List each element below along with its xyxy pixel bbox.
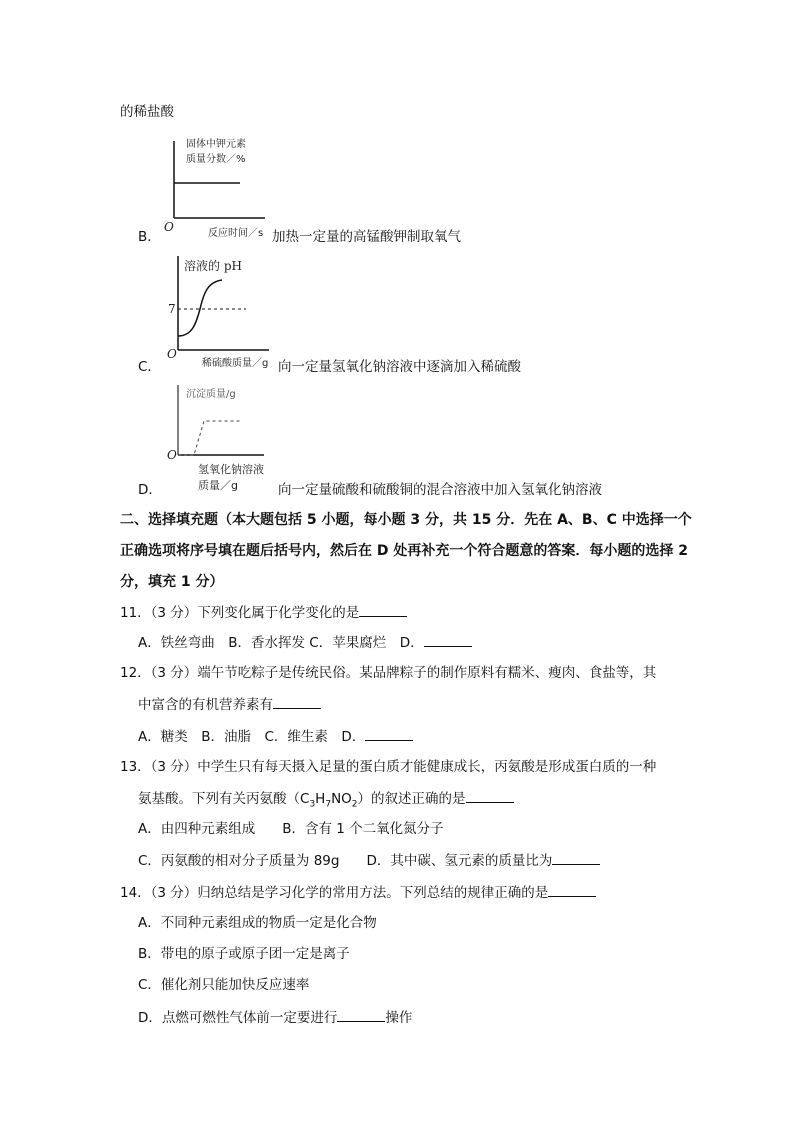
q14-stem: 14．（3 分）归纳总结是学习化学的常用方法。下列总结的规律正确的是 xyxy=(120,883,596,902)
q11-stem: 11．（3 分）下列变化属于化学变化的是 xyxy=(120,603,407,622)
section2-line2: 正确选项将序号填在题后括号内，然后在 D 处再补充一个符合题意的答案．每小题的选择 2 xyxy=(120,543,688,559)
q13-option-a: A．由四种元素组成 B．含有 1 个二氧化氮分子 xyxy=(138,821,444,837)
graph-b xyxy=(160,135,280,240)
q13-option-c: C．丙氨酸的相对分子质量为 89g D．其中碳、氢元素的质量比为 xyxy=(138,851,600,870)
graph-b-origin: O xyxy=(164,220,174,234)
q12-stem-2: 中富含的有机营养素有 xyxy=(138,695,321,714)
graph-c-xlabel: 稀硫酸质量／g xyxy=(202,358,269,369)
graph-c-origin: O xyxy=(167,347,177,361)
graph-d-origin: O xyxy=(167,448,177,462)
q11-answer-blank[interactable] xyxy=(359,603,407,617)
q11-d-blank[interactable] xyxy=(424,633,472,647)
option-d-desc: 向一定量硫酸和硫酸铜的混合溶液中加入氢氧化钠溶液 xyxy=(278,482,602,498)
graph-b-ylabel-2: 质量分数／% xyxy=(186,154,246,165)
q12-options: A．糖类 B．油脂 C．维生素 D． xyxy=(138,727,413,746)
q11-options: A．铁丝弯曲 B．香水挥发 C．苹果腐烂 D． xyxy=(138,633,472,652)
graph-d-xlabel-1: 氢氧化钠溶液 xyxy=(198,463,264,476)
option-c-letter: C． xyxy=(138,359,161,375)
graph-c-tick-7: 7 xyxy=(168,302,176,316)
q13-stem-1: 13．（3 分）中学生只有每天摄入足量的蛋白质才能健康成长，丙氨酸是形成蛋白质的一种 xyxy=(120,759,657,775)
section2-line1: 二、选择填充题（本大题包括 5 小题，每小题 3 分，共 15 分．先在 A、B、C 中选择一个 xyxy=(120,512,692,528)
q14-answer-blank[interactable] xyxy=(548,883,596,897)
q14-option-d: D．点燃可燃性气体前一定要进行 操作 xyxy=(138,1010,413,1026)
q14-option-b: B．带电的原子或原子团一定是离子 xyxy=(138,946,350,962)
graph-c xyxy=(164,254,274,369)
option-d-letter: D． xyxy=(138,482,162,498)
q12-d-blank[interactable] xyxy=(365,727,413,741)
option-b-desc: 加热一定量的高锰酸钾制取氧气 xyxy=(272,229,461,245)
graph-c-curve xyxy=(178,280,222,336)
q14-option-a: A．不同种元素组成的物质一定是化合物 xyxy=(138,915,377,931)
q13-d-blank[interactable] xyxy=(552,851,600,865)
graph-d xyxy=(164,383,284,493)
option-b-letter: B． xyxy=(138,229,161,245)
q12-answer-blank[interactable] xyxy=(273,695,321,709)
q12-stem-1: 12．（3 分）端午节吃粽子是传统民俗。某品牌粽子的制作原料有糯米、瘦肉、食盐等，其 xyxy=(120,665,657,681)
graph-d-xlabel-2: 质量／g xyxy=(198,479,238,492)
q13-stem-2: 氨基酸。下列有关丙氨酸$(C_3H_7NO_2)$的叙述正确的是 xyxy=(138,789,514,814)
graph-c-ylabel: 溶液的 pH xyxy=(184,259,242,273)
graph-d-ylabel: 沉淀质量/g xyxy=(186,389,236,400)
q14-d-blank[interactable] xyxy=(337,1008,385,1022)
section2-line3: 分，填充 1 分） xyxy=(120,574,224,590)
graph-d-curve xyxy=(178,421,242,455)
graph-b-xlabel: 反应时间／s xyxy=(208,228,264,239)
q13-answer-blank[interactable] xyxy=(466,789,514,803)
graph-b-ylabel-1: 固体中钾元素 xyxy=(186,139,246,150)
q14-option-c: C．催化剂只能加快反应速率 xyxy=(138,977,310,993)
option-c-desc: 向一定量氢氧化钠溶液中逐滴加入稀硫酸 xyxy=(278,359,521,375)
top-line: 的稀盐酸 xyxy=(120,104,174,120)
